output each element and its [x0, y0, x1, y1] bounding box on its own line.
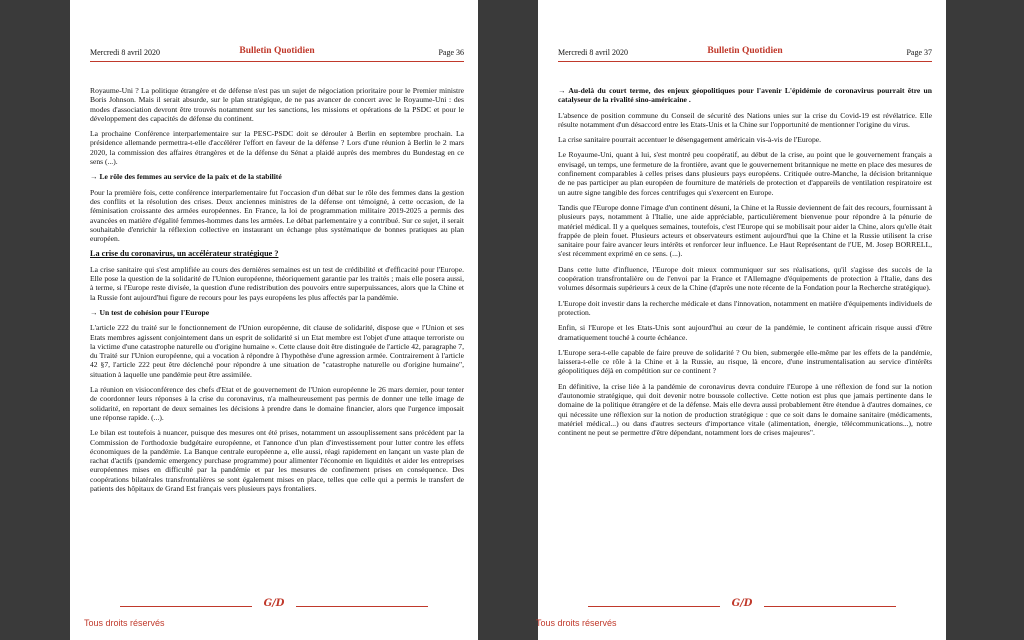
bulletin-title: Bulletin Quotidien	[707, 46, 783, 56]
page-header	[558, 46, 932, 60]
article-body	[558, 86, 932, 586]
paragraph: Pour la première fois, cette conférence interparlementaire fut l'occasion d'un débat sur le rôle des femmes dans la gestion des conflits et la résolution des crises. Deux anciennes ministres de la défense ont témoigné, à cette occasion, de la féminisation croissante des armées européennes. En France, la loi de programmation militaire 2019-2025 a permis des avancées en matière d'égalité femmes-hommes dans les armées. Le débat parlementaire y a contribué. Sur ce sujet, il serait souhaitable d'enrichir la réflexion collective en instaurant un échange plus systématique de bonnes pratiques au plan européen.	[90, 187, 464, 244]
paragraph: La crise sanitaire qui s'est amplifiée au cours des dernières semaines est un test de crédibilité et d'efficacité pour l'Europe. Elle pose la question de la solidarité de l'Union européenne, théoriquement garantie par les traités ; mais elle posera aussi, à terme, si l'Europe reste divisée, la question d'une redistribution des pouvoirs entre superpuissances, alors que la Chine et la Russie font aujourd'hui figure de recours pour les pays européens les plus affectés par la pandémie.	[90, 264, 464, 302]
paragraph: Le bilan est toutefois à nuancer, puisque des mesures ont été prises, notamment un assouplissement sans précédent par la Commission de l'orthodoxie budgétaire européenne, et l'annonce d'un plan d'investissement pour lutter contre les effets économiques de la pandémie. La Banque centrale européenne a, elle aussi, réagi rapidement en lançant un vaste plan de rachat d'actifs (pandemic emergency purchase programme) pour alimenter l'économie en liquidités et aider les entreprises européennes mises en difficulté par la pandémie et par les mesures de confinement prises en conséquence. Des coopérations bilatérales transfrontalières se sont également mises en place, telles que celle qui a permis le transfert de patients des hôpitaux de Grand Est français vers plusieurs pays frontaliers.	[90, 428, 464, 493]
page-header	[90, 46, 464, 60]
paragraph: L'article 222 du traité sur le fonctionnement de l'Union européenne, dit clause de solidarité, dispose que « l'Union et ses Etats membres agissent conjointement dans un esprit de solidarité si un Etat membre est l'objet d'une attaque terroriste ou la victime d'une catastrophe naturelle ou d'origine humaine ». Cette clause doit être distinguée de l'article 42, paragraphe 7, du Traité sur l'Union européenne, qui a vocation à répondre à l'hypothèse d'une agression armée. Contrairement à l'article 42 §7, l'article 222 peut être déclenché pour répondre à une situation de "catastrophe naturelle ou d'origine humaine", situation à laquelle une pandémie peut être assimilée.	[90, 323, 464, 379]
header-rule	[90, 61, 464, 62]
paragraph: Royaume-Uni ? La politique étrangère et de défense n'est pas un sujet de négociation prioritaire pour le Premier ministre Boris Johnson. Mais il serait absurde, sur le plan stratégique, de ne pas avancer de concert avec le Royaume-Uni : des modes d'association devront être trouvés notamment sur les sanctions, les missions et opérations de la PSDC et pour le développement des capacités de défense du continent.	[90, 86, 464, 123]
paragraph: En définitive, la crise liée à la pandémie de coronavirus devra conduire l'Europe à une réflexion de fond sur la notion d'autonomie stratégique, qui doit devenir notre boussole collective. Cette notion est plus que jamais pertinente dans le domaine de la politique étrangère et de la défense. Mais elle devra aussi probablement être étendue à d'autres domaines, ce qui nécessite une réflexion sur la notion de production stratégique : que ce soit dans le domaine sanitaire (médicaments, matériel médical...) ou dans d'autres secteurs d'importance vitale (alimentation, énergie, télécommunications...), notre continent ne peut se permettre d'être dépendant, notamment lors de crises majeures".	[558, 381, 932, 438]
paragraph: Dans cette lutte d'influence, l'Europe doit mieux communiquer sur ses réalisations, qu'il s'agisse des succès de la coopération transfrontalière ou de l'envoi par la France et l'Allemagne d'équipements de protection à l'Italie, dans des volumes désormais supérieurs à ceux de la Chine (d'après une note récente de la Fondation pour la Recherche stratégique).	[558, 264, 932, 293]
paragraph: Le Royaume-Uni, quant à lui, s'est montré peu coopératif, au début de la crise, au point que le gouvernement français a envisagé, un temps, une fermeture de la frontière, avant que le gouvernement britannique ne mette en place des mesures de confinement comparables à celles prises dans plusieurs pays européens. Critiquée outre-Manche, la décision britannique de ne pas participer au plan européen de fourniture de matériels de protection et d'appareils de ventilation respiratoire est un autre signe tangible des forces centrifuges qui s'exercent en Europe.	[558, 150, 932, 197]
paragraph: L'Europe sera-t-elle capable de faire preuve de solidarité ? Ou bien, submergée elle-même par les effets de la pandémie, laissera-t-elle ce rôle à la Chine et à la Russie, au risque, là encore, d'une instrumentalisation au service d'intérêts géopolitiques déjà en compétition sur ce continent ?	[558, 347, 932, 376]
paragraph: L'absence de position commune du Conseil de sécurité des Nations unies sur la crise du Covid-19 est révélatrice. Elle résulte notamment d'un désaccord entre les Etats-Unis et la Chine sur l'opportunité de mentionner l'origine du virus.	[558, 110, 932, 129]
paragraph: Enfin, si l'Europe et les Etats-Unis sont aujourd'hui au cœur de la pandémie, le continent africain risque aussi d'être dramatiquement touché à courte échéance.	[558, 323, 932, 342]
paragraph: La réunion en visioconférence des chefs d'Etat et de gouvernement de l'Union européenne le 26 mars dernier, pour tenter de coordonner leurs réponses à la crise du coronavirus, n'a malheureusement pas permis de donner une telle image de solidarité, en reportant de deux semaines les décisions à prendre dans le domaine financier, alors que l'urgence imposait une réponse rapide. (...).	[90, 385, 464, 422]
footer-rule-left	[120, 606, 252, 607]
publisher-logo: G/D	[731, 598, 753, 609]
header-date: Mercredi 8 avril 2020	[558, 48, 628, 57]
section-subheading: → Le rôle des femmes au service de la paix et de la stabilité	[90, 172, 282, 182]
header-date: Mercredi 8 avril 2020	[90, 48, 160, 57]
header-rule	[558, 61, 932, 62]
copyright-notice: Tous droits réservés	[536, 618, 617, 628]
paragraph: La crise sanitaire pourrait accentuer le désengagement américain vis-à-vis de l'Europe.	[558, 135, 822, 145]
paragraph: La prochaine Conférence interparlementaire sur la PESC-PSDC doit se dérouler à Berlin en septembre prochain. La présidence allemande permettra-t-elle d'accélérer l'effort en faveur de la défense ? Lors d'une réunion à Berlin le 2 mars 2020, la commission des affaires étrangères et de la défense du Sénat a plaidé auprès des membres du Bundestag en ce sens (...).	[90, 129, 464, 167]
paragraph: Tandis que l'Europe donne l'image d'un continent désuni, la Chine et la Russie deviennent de fait des recours, fournissant à plusieurs pays, notamment à l'Italie, une aide appréciable, particulièrement bienvenue pour répondre à la pénurie de matériel médical. Il y a quelques semaines, toutefois, c'est l'Europe qui se mobilisait pour aider la Chine, alors qu'elle était frappée de plein fouet. Plusieurs acteurs et observateurs estiment aujourd'hui que la Chine et la Russie utilisent la crise sanitaire pour faire avancer leurs intérêts et renforcer leur influence. Le Haut Représentant de l'UE, M. Josep BORRELL, s'est récemment exprimé en ce sens. (...).	[558, 202, 932, 259]
footer-rule-left	[588, 606, 720, 607]
page-number: Page 37	[906, 48, 932, 57]
page-number: Page 36	[438, 48, 464, 57]
page-37	[538, 0, 946, 640]
paragraph: L'Europe doit investir dans la recherche médicale et dans l'innovation, notamment en matière d'équipements individuels de protection.	[558, 298, 932, 317]
section-subheading: → Un test de cohésion pour l'Europe	[90, 307, 210, 317]
article-body	[90, 86, 464, 586]
footer-rule-right	[764, 606, 896, 607]
publisher-logo: G/D	[263, 598, 285, 609]
footer-rule-right	[296, 606, 428, 607]
page-36	[70, 0, 478, 640]
section-subheading: → Au-delà du court terme, des enjeux géopolitiques pour l'avenir L'épidémie de coronavirus pourrait être un catalyseur de la rivalité sino-américaine .	[558, 86, 932, 105]
section-heading: La crise du coronavirus, un accélérateur stratégique ?	[90, 249, 279, 259]
copyright-notice: Tous droits réservés	[84, 618, 165, 628]
bulletin-title: Bulletin Quotidien	[239, 46, 315, 56]
